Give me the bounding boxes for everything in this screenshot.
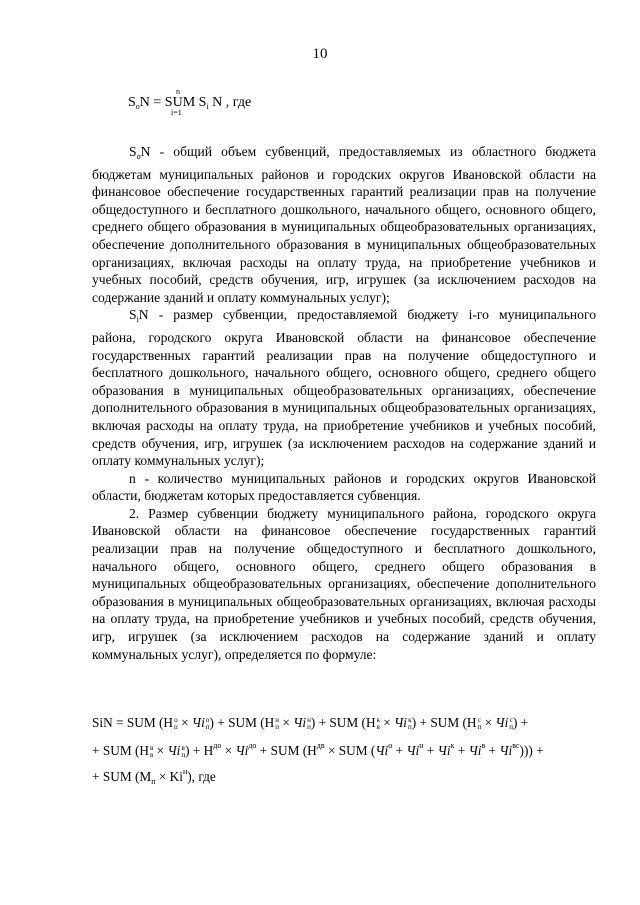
definition-district-subvention: $S_iN$ - размер субвенции, предоставляемой бюджету i-го муниципального района, городского округа Ивановской области на финансовое обеспечение государственных гарантий реализации прав на получение общедоступного и бесплатного дошкольного, начального общего, основного общего, среднего общего образования в муниципальных общеобразовательных организациях, обеспечение дополнительного образования в муниципальных общеобразовательных организациях, включая расходы на оплату труда, на приобретение учебников и учебных пособий, средств обучения, игр, игрушек (за исключением расходов на содержание зданий и оплату коммунальных услуг); [92,307,596,469]
definition-total-subvention: $S_oN$ - общий объем субвенций, предоставляемых из областного бюджета бюджетам муниципальных районов и городских округов Ивановской области на финансовое обеспечение государственных гарантий реализации прав на получение общедоступного и бесплатного дошкольного, начального общего, основного общего, среднего общего образования в муниципальных общеобразовательных организациях, обеспечение дополнительного образования в муниципальных общеобразовательных организациях, включая расходы на оплату труда, на приобретение учебников и учебных пособий, средств обучения, игр, игрушек (за исключением расходов на содержание зданий и оплату коммунальных услуг); [92,144,596,305]
body-text [92,143,596,663]
formula-line-2: + SUM (H в в × Чi в п ) + $H^{до} \times Чi^{до}$ + SUM ($H^{дв}$ × SUM $(Чi^о + Чi^н + Чi^к + Чi^в + Чi^{вс})$)) + [92,741,544,759]
sum-lower-limit: i=1 [171,108,182,117]
paragraph-2-intro: 2. Размер субвенции бюджету муниципального района, городского округа Ивановской области на финансовое обеспечение государственных гарантий реализации прав на получение общедоступного и бесплатного дошкольного, начального общего, основного общего, среднего общего образования в муниципальных общеобразовательных организациях, обеспечение дополнительного образования в муниципальных общеобразовательных организациях, включая расходы на оплату труда, на приобретение учебников и учебных пособий, средств обучения, игр, игрушек (за исключением расходов на содержание зданий и оплату коммунальных услуг), определяется по формуле: [92,505,596,662]
formula-line-1: SiN = SUM (H о п × Чi о п ) + SUM (H н п × Чi н п ) + SUM (H к в × Чi к п ) + SUM (H с п × Чi с п ) + [92,715,529,731]
formula-line-3: + SUM $(M_п \times Ki^н)$, где [92,767,216,786]
definition-district-count: n - количество муниципальных районов и городских округов Ивановской области, бюджетам которых предоставляется субвенция. [92,470,596,504]
page-number: 10 [312,46,328,62]
sum-upper-limit: n [176,87,180,96]
